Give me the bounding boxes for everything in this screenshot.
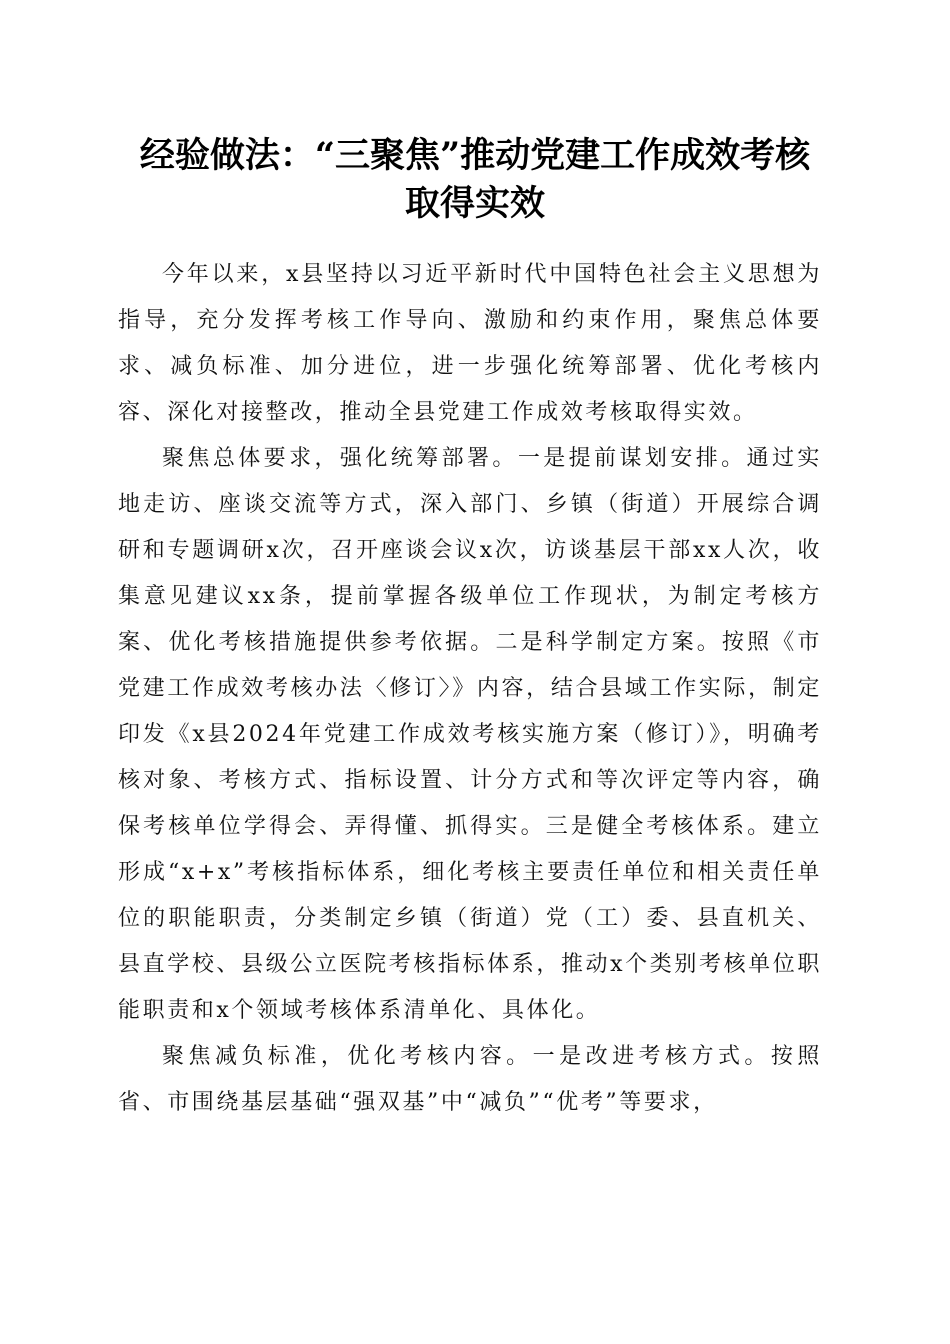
paragraph-intro: 今年以来，x县坚持以习近平新时代中国特色社会主义思想为指导，充分发挥考核工作导向、激励和约束作用，聚焦总体要求、减负标准、加分进位，进一步强化统筹部署、优化考核内容、深化对接整改，推动全县党建工作成效考核取得实效。 (118, 262, 822, 425)
title-line-1: 经验做法：“三聚焦”推动党建工作成效考核 (139, 135, 811, 176)
document-body (118, 252, 822, 1126)
title-line-2: 取得实效 (404, 183, 545, 224)
paragraph-burden-reduction: 聚焦减负标准，优化考核内容。一是改进考核方式。按照省、市围绕基层基础“强双基”中“减负”“优考”等要求， (118, 1044, 822, 1115)
document-title (100, 132, 850, 228)
paragraph-overall-requirements: 聚焦总体要求，强化统筹部署。一是提前谋划安排。通过实地走访、座谈交流等方式，深入部门、乡镇（街道）开展综合调研和专题调研x次，召开座谈会议x次，访谈基层干部xx人次，收集意见建议xx条，提前掌握各级单位工作现状，为制定考核方案、优化考核措施提供参考依据。二是科学制定方案。按照《市党建工作成效考核办法〈修订〉》内容，结合县域工作实际，制定印发《x县2024年党建工作成效考核实施方案（修订）》，明确考核对象、考核方式、指标设置、计分方式和等次评定等内容，确保考核单位学得会、弄得懂、抓得实。三是健全考核体系。建立形成“x+x”考核指标体系，细化考核主要责任单位和相关责任单位的职能职责，分类制定乡镇（街道）党（工）委、县直机关、县直学校、县级公立医院考核指标体系，推动x个类别考核单位职能职责和x个领域考核体系清单化、具体化。 (118, 446, 822, 1023)
